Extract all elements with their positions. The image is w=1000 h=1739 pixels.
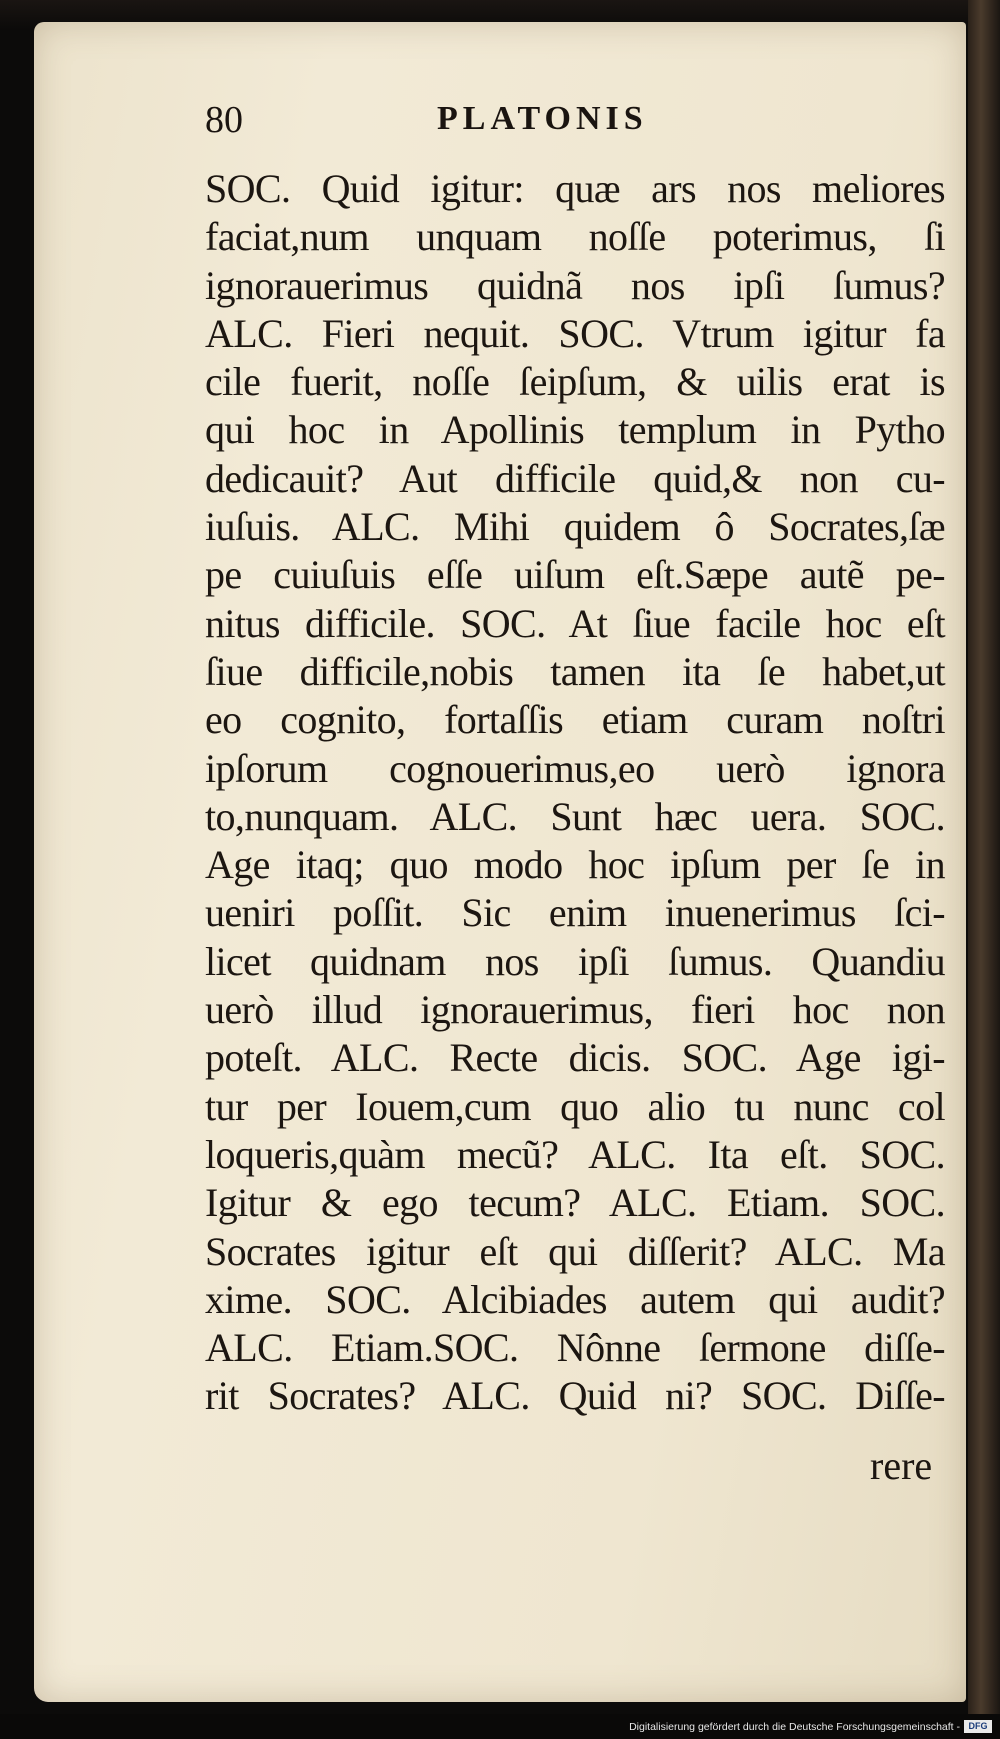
text-line: rit Socrates? ALC. Quid ni? SOC. Diſſe- [205,1373,945,1419]
text-line: nitus difficile. SOC. At ſiue facile hoc eſt [205,600,945,646]
text-line: faciat,num unquam noſſe poterimus, ſi [205,214,945,260]
running-head: PLATONIS [437,100,648,137]
page-header [205,98,685,148]
text-line: tur per Iouem,cum quo alio tu nunc col [205,1083,945,1129]
text-line: poteſt. ALC. Recte dicis. SOC. Age igi- [205,1035,945,1081]
text-line: ALC. Fieri nequit. SOC. Vtrum igitur fa [205,310,945,356]
text-line: ignorauerimus quidnã nos ipſi ſumus? [205,262,945,308]
text-line: SOC. Quid igitur: quæ ars nos meliores [205,166,945,211]
text-line: ALC. Etiam.SOC. Nônne ſermone diſſe- [205,1325,945,1371]
body-text [205,165,945,1421]
text-line: eo cognito, fortaſſis etiam curam noſtri [205,697,945,743]
catchword: rere [870,1443,933,1488]
text-line: ſiue difficile,nobis tamen ita ſe habet,ut [205,648,945,694]
dfg-logo: DFG [964,1720,992,1733]
funding-credit: Digitalisierung gefördert durch die Deutsche Forschungsgemeinschaft - [629,1721,960,1733]
text-line: Socrates igitur eſt qui diſſerit? ALC. Ma [205,1228,945,1274]
text-line: Igitur & ego tecum? ALC. Etiam. SOC. [205,1180,945,1226]
text-line: licet quidnam nos ipſi ſumus. Quandiu [205,938,945,984]
page-number: 80 [205,99,243,141]
text-line: ueniri poſſit. Sic enim inuenerimus ſci- [205,890,945,936]
text-line: Age itaq; quo modo hoc ipſum per ſe in [205,842,945,888]
text-line: uerò illud ignorauerimus, fieri hoc non [205,987,945,1033]
text-line: loqueris,quàm mecũ? ALC. Ita eſt. SOC. [205,1131,945,1177]
text-line: cile fuerit, noſſe ſeipſum, & uilis erat is [205,359,945,405]
text-line: xime. SOC. Alcibiades autem qui audit? [205,1276,945,1322]
text-line: dedicauit? Aut difficile quid,& non cu- [205,455,945,501]
text-line: qui hoc in Apollinis templum in Pytho [205,407,945,453]
text-line: to,nunquam. ALC. Sunt hæc uera. SOC. [205,793,945,839]
text-line: pe cuiuſuis eſſe uiſum eſt.Sæpe autẽ pe- [205,552,945,598]
text-line: iuſuis. ALC. Mihi quidem ô Socrates,ſæ [205,504,945,550]
book-edge [968,0,1000,1739]
text-line: ipſorum cognouerimus,eo uerò ignora [205,745,945,791]
